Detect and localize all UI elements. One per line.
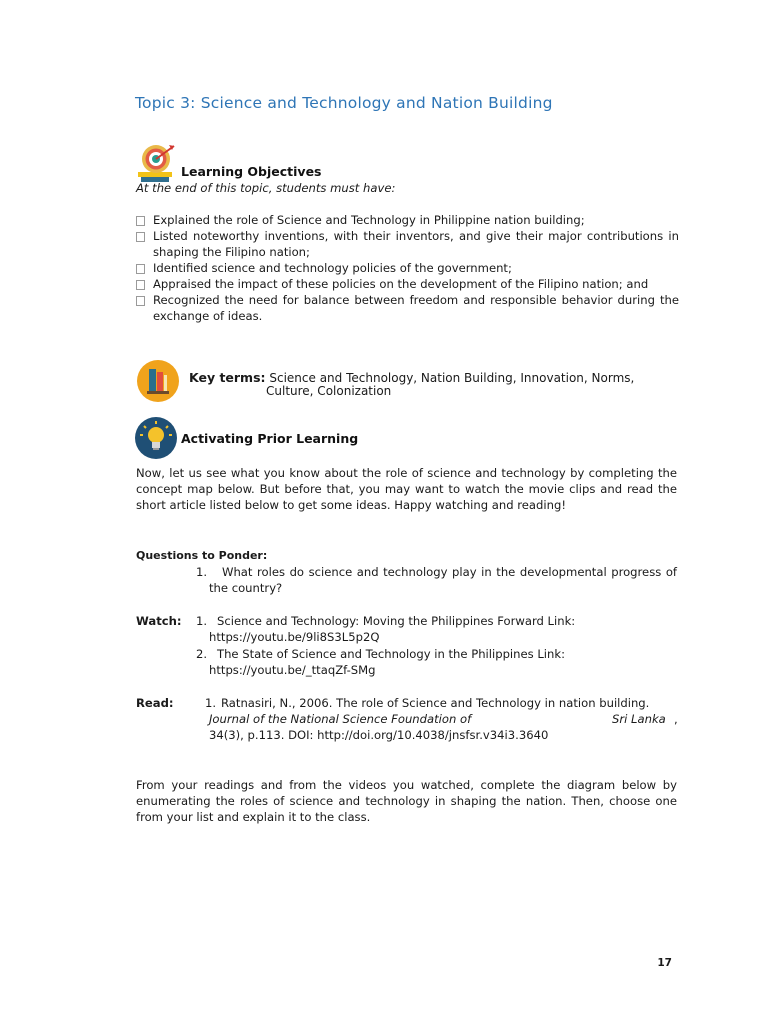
question-text: What roles do science and technology play in the developmental progress of the country? — [209, 565, 677, 595]
watch-item-number: 2. — [196, 647, 208, 661]
key-terms-label: Key terms: — [189, 370, 266, 385]
objectives-list — [135, 212, 679, 324]
read-comma: , — [674, 712, 678, 726]
read-citation: Ratnasiri, N., 2006. The role of Science and Technology in nation building. — [221, 696, 650, 710]
watch-link-2[interactable]: https://youtu.be/_ttaqZf-SMg — [209, 663, 376, 677]
checkbox-icon — [136, 232, 145, 242]
prior-learning-paragraph: Now, let us see what you know about the role of science and technology by completing the concept map below. But before that, you may want to watch the movie clips and read the short article listed below to get some ideas. Happy watching and reading! — [136, 466, 677, 512]
objectives-heading: Learning Objectives — [181, 164, 322, 179]
list-item: Recognized the need for balance between freedom and responsible behavior during the exchange of ideas. — [135, 292, 679, 324]
books-icon — [135, 360, 181, 402]
closing-paragraph: From your readings and from the videos you watched, complete the diagram below by enumerating the roles of science and technology in shaping the nation. Then, choose one from your list and explain it to the class. — [136, 778, 677, 824]
watch-item-2: The State of Science and Technology in the Philippines Link: — [217, 647, 565, 661]
read-label: Read: — [136, 696, 174, 710]
read-journal-country: Sri Lanka — [612, 712, 666, 726]
read-journal: Journal of the National Science Foundation of — [209, 712, 472, 726]
key-terms-list: Science and Technology, Nation Building, Innovation, Norms, — [269, 371, 635, 385]
checkbox-icon — [136, 280, 145, 290]
list-item: Listed noteworthy inventions, with their inventors, and give their major contributions in shaping the Filipino nation; — [135, 228, 679, 260]
checkbox-icon — [136, 296, 145, 306]
list-item: Explained the role of Science and Technology in Philippine nation building; — [135, 212, 679, 228]
key-terms-list-cont: Culture, Colonization — [266, 384, 392, 398]
list-item: Identified science and technology policies of the government; — [135, 260, 679, 276]
question-number: 1. — [196, 565, 208, 579]
read-doi[interactable]: 34(3), p.113. DOI: http://doi.org/10.4038/jnsfsr.v34i3.3640 — [209, 728, 549, 742]
prior-learning-heading: Activating Prior Learning — [181, 431, 359, 446]
lightbulb-icon — [134, 416, 178, 460]
checkbox-icon — [136, 216, 145, 226]
watch-label: Watch: — [136, 614, 182, 628]
page-title: Topic 3: Science and Technology and Nation Building — [135, 94, 553, 112]
checkbox-icon — [136, 264, 145, 274]
read-item-number: 1. — [205, 696, 217, 710]
watch-link-1[interactable]: https://youtu.be/9li8S3L5p2Q — [209, 630, 380, 644]
target-icon — [136, 142, 178, 184]
watch-item-1: Science and Technology: Moving the Philippines Forward Link: — [217, 614, 576, 628]
questions-heading: Questions to Ponder: — [136, 549, 268, 562]
page-number: 17 — [657, 957, 672, 969]
list-item: Appraised the impact of these policies on the development of the Filipino nation; and — [135, 276, 679, 292]
watch-item-number: 1. — [196, 614, 208, 628]
objectives-intro: At the end of this topic, students must have: — [136, 181, 396, 195]
